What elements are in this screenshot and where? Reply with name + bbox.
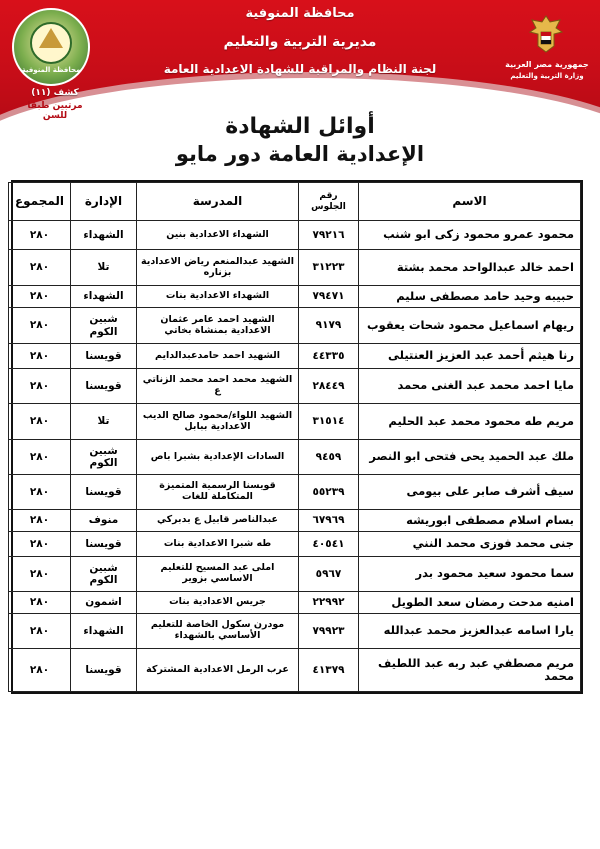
cell-total: ٢٨٠ — [9, 404, 71, 440]
cell-seat-number: ٦٧٩٦٩ — [299, 510, 359, 532]
table-row — [9, 344, 581, 369]
directorate-title: مديرية التربية والتعليم — [223, 34, 377, 50]
cell-name: بسام اسلام مصطفى ابوريشه — [359, 510, 581, 532]
col-header-name: الاسم — [359, 183, 581, 221]
cell-seat-number: ٣١٢٢٣ — [299, 250, 359, 286]
cell-name: احمد خالد عبدالواحد محمد بشتة — [359, 250, 581, 286]
table-body — [9, 221, 581, 692]
page-title: أوائل الشهادة — [225, 114, 375, 139]
cell-administration: قويسنا — [71, 475, 137, 510]
results-table-grid — [8, 182, 581, 692]
cell-name: مريم مصطفي عبد ربه عبد اللطيف محمد — [359, 649, 581, 692]
cell-school: الشهداء الاعدادية بنات — [137, 286, 299, 308]
cell-seat-number: ٩٤٥٩ — [299, 440, 359, 475]
cell-seat-number: ٧٩٢١٦ — [299, 221, 359, 250]
cell-total: ٢٨٠ — [9, 369, 71, 404]
cell-administration: اشمون — [71, 592, 137, 614]
ministry-caption: وزارة التربية والتعليم — [510, 72, 584, 80]
cell-administration: منوف — [71, 510, 137, 532]
cell-total: ٢٨٠ — [9, 308, 71, 344]
governorate-logo-text: محافظة المنوفية — [21, 66, 81, 74]
cell-school: الشهيد اللواء/محمود صالح الديب الاعدادية ببابل — [137, 404, 299, 440]
sort-note: مرتبين طبقا للسن — [27, 101, 83, 121]
cell-school: الشهيد احمد حامدعبدالدايم — [137, 344, 299, 369]
cell-seat-number: ٢٢٩٩٢ — [299, 592, 359, 614]
cell-name: يارا اسامه عبدالعزيز محمد عبدالله — [359, 614, 581, 649]
cell-administration: شبين الكوم — [71, 557, 137, 592]
cell-total: ٢٨٠ — [9, 614, 71, 649]
cell-administration: قويسنا — [71, 344, 137, 369]
cell-total: ٢٨٠ — [9, 557, 71, 592]
cell-name: جنى محمد فوزى محمد النني — [359, 532, 581, 557]
table-row — [9, 440, 581, 475]
cell-administration: الشهداء — [71, 614, 137, 649]
sheet-number: كشف (١١) — [31, 88, 79, 98]
committee-title: لجنة النظام والمراقبة للشهادة الاعدادية العامة — [163, 62, 437, 76]
page-subtitle: الإعدادية العامة دور مايو — [175, 142, 425, 166]
cell-name: سيف أشرف صابر على بيومى — [359, 475, 581, 510]
cell-name: محمود عمرو محمود زكى ابو شنب — [359, 221, 581, 250]
cell-total: ٢٨٠ — [9, 592, 71, 614]
col-header-admin: الإدارة — [71, 183, 137, 221]
cell-school: الشهيد احمد عامر عثمان الاعدادية بمنشاة بخاتي — [137, 308, 299, 344]
cell-total: ٢٨٠ — [9, 440, 71, 475]
cell-name: مريم طه محمود محمد عبد الحليم — [359, 404, 581, 440]
col-header-seat — [299, 183, 359, 221]
cell-total: ٢٨٠ — [9, 221, 71, 250]
cell-name: رنا هيثم أحمد عبد العزيز العنتيلى — [359, 344, 581, 369]
cell-administration: الشهداء — [71, 286, 137, 308]
col-header-total: المجموع — [9, 183, 71, 221]
cell-total: ٢٨٠ — [9, 250, 71, 286]
cell-school: الشهيد عبدالمنعم رياض الاعدادية بزناره — [137, 250, 299, 286]
cell-name: ريهام اسماعيل محمود شحات يعقوب — [359, 308, 581, 344]
cell-administration: شبين الكوم — [71, 308, 137, 344]
cell-seat-number: ٤٤٣٣٥ — [299, 344, 359, 369]
table-row — [9, 510, 581, 532]
cell-administration: الشهداء — [71, 221, 137, 250]
cell-school: قويسنا الرسمية المتميزة المتكاملة للغات — [137, 475, 299, 510]
cell-school: طه شبرا الاعدادية بنات — [137, 532, 299, 557]
cell-seat-number: ٥٩٦٧ — [299, 557, 359, 592]
cell-seat-number: ٤٠٥٤١ — [299, 532, 359, 557]
cell-administration: تلا — [71, 404, 137, 440]
cell-school: الشهيد محمد احمد محمد الزناتي ع — [137, 369, 299, 404]
cell-total: ٢٨٠ — [9, 649, 71, 692]
cell-name: ملك عبد الحميد يحى فتحى ابو النصر — [359, 440, 581, 475]
table-row — [9, 649, 581, 692]
table-row — [9, 250, 581, 286]
table-row — [9, 286, 581, 308]
cell-total: ٢٨٠ — [9, 510, 71, 532]
cell-school: الشهداء الاعدادية بنين — [137, 221, 299, 250]
cell-administration: قويسنا — [71, 649, 137, 692]
cell-total: ٢٨٠ — [9, 344, 71, 369]
cell-administration: تلا — [71, 250, 137, 286]
table-row — [9, 308, 581, 344]
governorate-title: محافظة المنوفية — [245, 6, 355, 21]
cell-total: ٢٨٠ — [9, 532, 71, 557]
results-table — [11, 180, 583, 694]
cell-school: السادات الإعدادية بشبرا باص — [137, 440, 299, 475]
cell-seat-number: ٧٩٩٢٣ — [299, 614, 359, 649]
table-row — [9, 475, 581, 510]
table-row — [9, 369, 581, 404]
table-row — [9, 532, 581, 557]
cell-administration: شبين الكوم — [71, 440, 137, 475]
table-row — [9, 614, 581, 649]
cell-seat-number: ٧٩٤٧١ — [299, 286, 359, 308]
cell-seat-number: ٤١٣٧٩ — [299, 649, 359, 692]
cell-administration: قويسنا — [71, 369, 137, 404]
cell-school: عبدالناصر قابيل ع بدبركي — [137, 510, 299, 532]
table-row — [9, 404, 581, 440]
cell-school: مودرن سكول الخاصة للتعليم الأساسي بالشهداء — [137, 614, 299, 649]
cell-seat-number: ٩١٧٩ — [299, 308, 359, 344]
cell-total: ٢٨٠ — [9, 475, 71, 510]
table-row — [9, 592, 581, 614]
table-row — [9, 221, 581, 250]
col-header-seat-line2: الجلوس — [311, 201, 346, 212]
cell-seat-number: ٥٥٢٣٩ — [299, 475, 359, 510]
cell-total: ٢٨٠ — [9, 286, 71, 308]
col-header-school: المدرسة — [137, 183, 299, 221]
cell-name: حبيبه وحيد حامد مصطفى سليم — [359, 286, 581, 308]
cell-seat-number: ٣١٥١٤ — [299, 404, 359, 440]
header-banner — [0, 0, 600, 132]
cell-school: املى عبد المسيح للتعليم الاساسي بزوير — [137, 557, 299, 592]
col-header-seat-line1: رقم — [319, 190, 338, 201]
cell-name: سما محمود سعيد محمود بدر — [359, 557, 581, 592]
republic-caption: جمهورية مصر العربية — [505, 60, 589, 69]
cell-school: عرب الرمل الاعدادية المشتركة — [137, 649, 299, 692]
table-header-row — [9, 183, 581, 221]
cell-administration: قويسنا — [71, 532, 137, 557]
cell-name: مايا احمد محمد عبد الغنى محمد — [359, 369, 581, 404]
cell-seat-number: ٢٨٤٤٩ — [299, 369, 359, 404]
governorate-logo-icon — [12, 8, 90, 86]
cell-school: جريس الاعدادية بنات — [137, 592, 299, 614]
table-row — [9, 557, 581, 592]
eagle-emblem-icon — [526, 12, 566, 56]
cell-name: امنيه مدحت رمضان سعد الطويل — [359, 592, 581, 614]
